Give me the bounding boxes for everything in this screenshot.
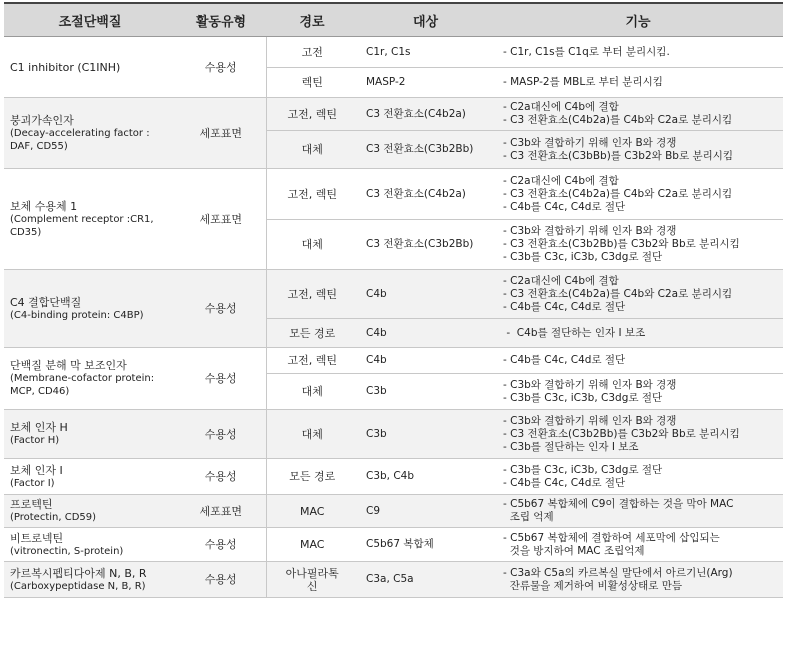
header-function: 기능	[493, 3, 783, 37]
function-line: - C3b와 결합하기 위해 인자 B와 경쟁	[503, 414, 677, 427]
function-line: - C2a대신에 C4b에 결합	[503, 101, 619, 113]
target-cell: C4b	[358, 348, 493, 374]
path-cell: 렉틴	[266, 68, 358, 98]
table-row	[4, 37, 783, 68]
table-row	[4, 348, 783, 374]
function-line: - C3b를 C3c, iC3b, C3dg로 절단	[503, 251, 663, 263]
activity-type-cell: 수용성	[176, 410, 266, 459]
function-cell	[493, 220, 783, 270]
function-cell	[493, 562, 783, 598]
function-cell	[493, 348, 783, 374]
function-line: - C3 전환효소(C3b2Bb)를 C3b2와 Bb로 분리시킴	[503, 427, 740, 440]
activity-type-cell: 세포표면	[176, 495, 266, 528]
protein-name-en: (Complement receptor :CR1, CD35)	[10, 213, 154, 238]
table-row	[4, 98, 783, 131]
function-line: - C4b를 C4c, C4d로 절단	[503, 354, 626, 366]
function-cell	[493, 131, 783, 169]
protein-name-en: (Protectin, CD59)	[10, 512, 97, 523]
protein-name-ko: 비트로넥틴	[10, 531, 64, 545]
function-line: - C3b를 절단하는 인자 I 보조	[503, 440, 639, 453]
protein-cell	[4, 37, 176, 98]
protein-cell	[4, 169, 176, 270]
table-row	[4, 459, 783, 495]
table-header-row	[4, 3, 783, 37]
protein-name-en: (C4-binding protein: C4BP)	[10, 309, 144, 321]
protein-cell	[4, 98, 176, 169]
function-line: - C3a와 C5a의 카르복실 말단에서 아르기닌(Arg) 잔류물을 제거하여 비활성상태로 만듬	[503, 566, 733, 592]
function-line: - C1r, C1s를 C1q로 부터 분리시킴.	[503, 45, 670, 58]
target-cell: C4b	[358, 270, 493, 319]
target-cell: C5b67 복합체	[358, 528, 493, 562]
path-cell: 고전, 렉틴	[266, 270, 358, 319]
protein-name-ko: C4 결합단백질	[10, 295, 82, 309]
target-cell: C4b	[358, 319, 493, 348]
target-cell: C3 전환효소(C4b2a)	[358, 98, 493, 131]
target-cell: C3 전환효소(C4b2a)	[358, 169, 493, 220]
path-cell: 고전, 렉틴	[266, 98, 358, 131]
function-cell	[493, 528, 783, 562]
table-row	[4, 562, 783, 598]
function-line: - C5b67 복합체에 C9이 결합하는 것을 막아 MAC 조립 억제	[503, 498, 734, 523]
function-cell	[493, 68, 783, 98]
path-cell: MAC	[266, 528, 358, 562]
function-line: - C4b를 C4c, C4d로 절단	[503, 300, 626, 313]
protein-name-en: (Factor H)	[10, 435, 60, 446]
function-line: - C3 전환효소(C3bBb)를 C3b2와 Bb로 분리시킴	[503, 149, 734, 162]
protein-name-ko: 보체 인자 I	[10, 463, 63, 477]
protein-name-ko: 붕괴가속인자	[10, 113, 74, 127]
table-row	[4, 410, 783, 459]
function-line: - C4b를 절단하는 인자 I 보조	[503, 326, 646, 339]
protein-cell	[4, 410, 176, 459]
target-cell: MASP-2	[358, 68, 493, 98]
path-cell: 대체	[266, 131, 358, 169]
protein-name-ko: 보체 수용체 1	[10, 199, 78, 213]
header-path: 경로	[266, 3, 358, 37]
protein-name-en: (Decay-accelerating factor : DAF, CD55)	[10, 127, 150, 152]
target-cell: C3a, C5a	[358, 562, 493, 598]
protein-name-ko: 프로텍틴	[10, 498, 53, 511]
function-line: - C5b67 복합체에 결합하여 세포막에 삽입되는 것을 방지하여 MAC 조립억제	[503, 531, 720, 557]
function-line: - C3 전환효소(C4b2a)를 C4b와 C2a로 분리시킴	[503, 114, 733, 126]
function-cell	[493, 459, 783, 495]
function-line: - C3 전환효소(C4b2a)를 C4b와 C2a로 분리시킴	[503, 187, 733, 200]
function-cell	[493, 374, 783, 410]
path-cell: 대체	[266, 220, 358, 270]
function-line: - C4b를 C4c, C4d로 절단	[503, 476, 626, 489]
target-cell: C9	[358, 495, 493, 528]
activity-type-cell: 수용성	[176, 37, 266, 98]
function-cell	[493, 319, 783, 348]
path-cell: 아나필라톡 신	[266, 562, 358, 598]
activity-type-cell: 세포표면	[176, 98, 266, 169]
target-cell: C3 전환효소(C3b2Bb)	[358, 131, 493, 169]
activity-type-cell: 수용성	[176, 348, 266, 410]
path-cell: 고전, 렉틴	[266, 348, 358, 374]
complement-regulator-table	[4, 2, 783, 598]
target-cell: C3b, C4b	[358, 459, 493, 495]
protein-name-en: (Factor I)	[10, 477, 55, 489]
activity-type-cell: 세포표면	[176, 169, 266, 270]
function-cell	[493, 410, 783, 459]
activity-type-cell: 수용성	[176, 270, 266, 348]
function-line: - C2a대신에 C4b에 결합	[503, 174, 619, 187]
function-line: - C3b와 결합하기 위해 인자 B와 경쟁	[503, 225, 677, 237]
path-cell: 대체	[266, 374, 358, 410]
table-row	[4, 169, 783, 220]
header-protein: 조절단백질	[4, 3, 176, 37]
function-cell	[493, 495, 783, 528]
function-cell	[493, 98, 783, 131]
table-row	[4, 270, 783, 319]
function-line: - C2a대신에 C4b에 결합	[503, 274, 619, 287]
target-cell: C3 전환효소(C3b2Bb)	[358, 220, 493, 270]
path-cell: 모든 경로	[266, 459, 358, 495]
path-cell: 고전	[266, 37, 358, 68]
activity-type-cell: 수용성	[176, 528, 266, 562]
protein-name-en: (Membrane-cofactor protein: MCP, CD46)	[10, 373, 155, 397]
function-cell	[493, 270, 783, 319]
protein-cell	[4, 562, 176, 598]
protein-name-ko: 단백질 분해 막 보조인자	[10, 359, 127, 372]
protein-name-en: (Carboxypeptidase N, B, R)	[10, 580, 146, 592]
function-line: - MASP-2를 MBL로 부터 분리시킴	[503, 76, 663, 88]
target-cell: C1r, C1s	[358, 37, 493, 68]
target-cell: C3b	[358, 410, 493, 459]
activity-type-cell: 수용성	[176, 459, 266, 495]
table-row	[4, 528, 783, 562]
function-line: - C3b와 결합하기 위해 인자 B와 경쟁	[503, 136, 677, 149]
protein-name-ko: 카르복시펩티다아제 N, B, R	[10, 566, 147, 580]
protein-cell	[4, 495, 176, 528]
path-cell: 고전, 렉틴	[266, 169, 358, 220]
protein-cell	[4, 348, 176, 410]
table-body	[4, 37, 783, 598]
function-line: - C3b를 C3c, iC3b, C3dg로 절단	[503, 463, 663, 476]
target-cell: C3b	[358, 374, 493, 410]
function-cell	[493, 169, 783, 220]
protein-cell	[4, 270, 176, 348]
function-line: - C3 전환효소(C3b2Bb)를 C3b2와 Bb로 분리시킴	[503, 238, 740, 250]
path-cell: 모든 경로	[266, 319, 358, 348]
function-line: - C4b를 C4c, C4d로 절단	[503, 200, 626, 213]
protein-cell	[4, 528, 176, 562]
function-cell	[493, 37, 783, 68]
protein-name-ko: 보체 인자 H	[10, 421, 68, 434]
function-line: - C3b를 C3c, iC3b, C3dg로 절단	[503, 391, 663, 404]
header-target: 대상	[358, 3, 493, 37]
protein-name-ko: C1 inhibitor (C1INH)	[10, 60, 121, 74]
function-line: - C3 전환효소(C4b2a)를 C4b와 C2a로 분리시킴	[503, 287, 733, 300]
activity-type-cell: 수용성	[176, 562, 266, 598]
protein-cell	[4, 459, 176, 495]
path-cell: 대체	[266, 410, 358, 459]
function-line: - C3b와 결합하기 위해 인자 B와 경쟁	[503, 378, 677, 391]
header-type: 활동유형	[176, 3, 266, 37]
path-cell: MAC	[266, 495, 358, 528]
table-row	[4, 495, 783, 528]
protein-name-en: (vitronectin, S-protein)	[10, 545, 124, 557]
